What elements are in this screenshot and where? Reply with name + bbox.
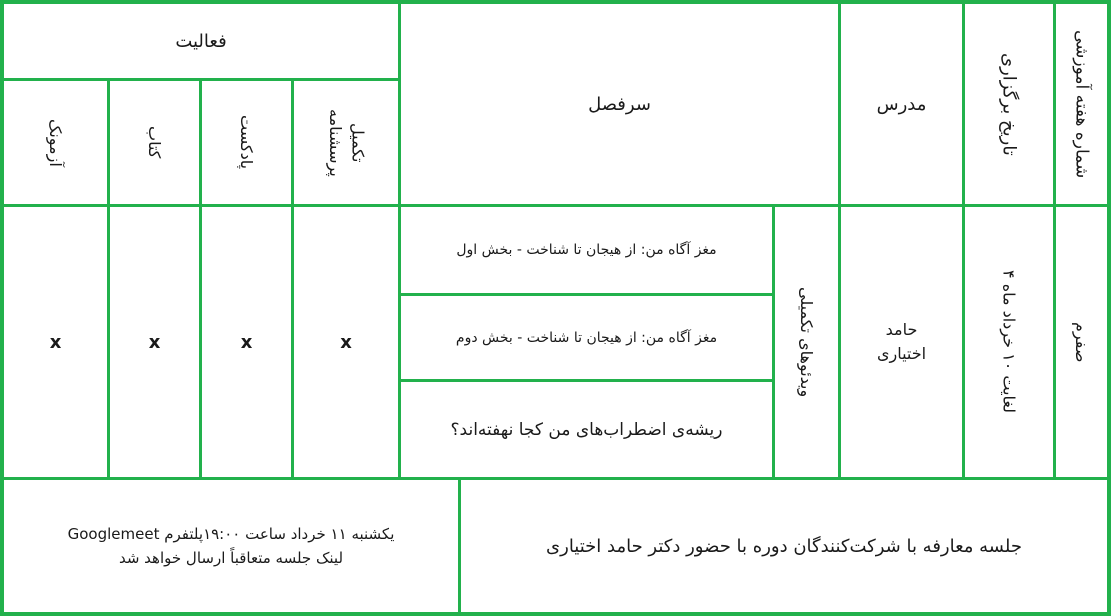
book-mark-cell [110,207,199,477]
border-right [1107,0,1111,616]
session-note-line2: لینک جلسه متعاقباً ارسال خواهد شد [118,549,344,567]
questionnaire-mark-cell [294,207,398,477]
instructor-name [877,318,926,366]
instructor-first-name: حامد [885,320,918,339]
topic-cell-2 [401,296,772,379]
header-date: تاریخ برگزاری [998,52,1020,156]
session-note-line1: یکشنبه ۱۱ خرداد ساعت ۱۹:۰۰پلتفرم Googlemeet [67,525,395,543]
instructor-cell [841,207,962,477]
header-questionnaire [324,109,369,177]
header-book: کتاب [145,126,164,159]
topic-3: ریشه‌ی اضطراب‌های من کجا نهفته‌اند؟ [450,419,723,440]
topic-cell-1 [401,207,772,293]
podcast-mark-cell [202,207,291,477]
header-syllabus: سرفصل [588,93,651,115]
header-quiz-cell [4,81,107,204]
header-questionnaire-line2: پرسشنامه [326,108,345,177]
date-range: ۴ لغایت ۱۰ خرداد ماه [999,270,1019,414]
header-quiz: آزمونک [46,118,65,167]
header-podcast-cell [202,81,291,204]
header-questionnaire-cell [294,81,398,204]
header-week-number: شماره هفته آموزشی [1071,29,1092,179]
quiz-mark: x [49,331,62,353]
category-cell [775,207,838,477]
header-instructor-cell [841,4,962,204]
topic-2: مغز آگاه من: از هیجان تا شناخت - بخش دوم [455,329,718,346]
header-syllabus-cell [401,4,838,204]
date-cell [965,207,1053,477]
week-value: صفرم [1072,321,1091,363]
session-title: جلسه معارفه با شرکت‌کنندگان دوره با حضور دکتر حامد اختیاری [546,535,1022,557]
border-bottom [0,612,1111,616]
instructor-last-name: اختیاری [876,344,927,363]
session-title-cell [461,480,1107,612]
header-instructor: مدرس [876,93,927,115]
podcast-mark: x [240,331,253,353]
questionnaire-mark: x [340,331,352,353]
session-note [68,522,395,570]
topic-1: مغز آگاه من: از هیجان تا شناخت - بخش اول [456,242,717,258]
week-cell [1056,207,1107,477]
session-note-cell [4,480,458,612]
header-podcast: پادکست [237,115,256,170]
header-week-number-cell [1056,4,1107,204]
book-mark: x [148,331,161,353]
header-activity: فعالیت [175,30,227,52]
header-book-cell [110,81,199,204]
topic-cell-3 [401,382,772,477]
quiz-mark-cell [4,207,107,477]
header-activity-cell [4,4,398,78]
header-date-cell [965,4,1053,204]
header-questionnaire-line1: تکمیل [348,122,368,163]
category-label: ویدئوهای تکمیلی [797,286,816,398]
